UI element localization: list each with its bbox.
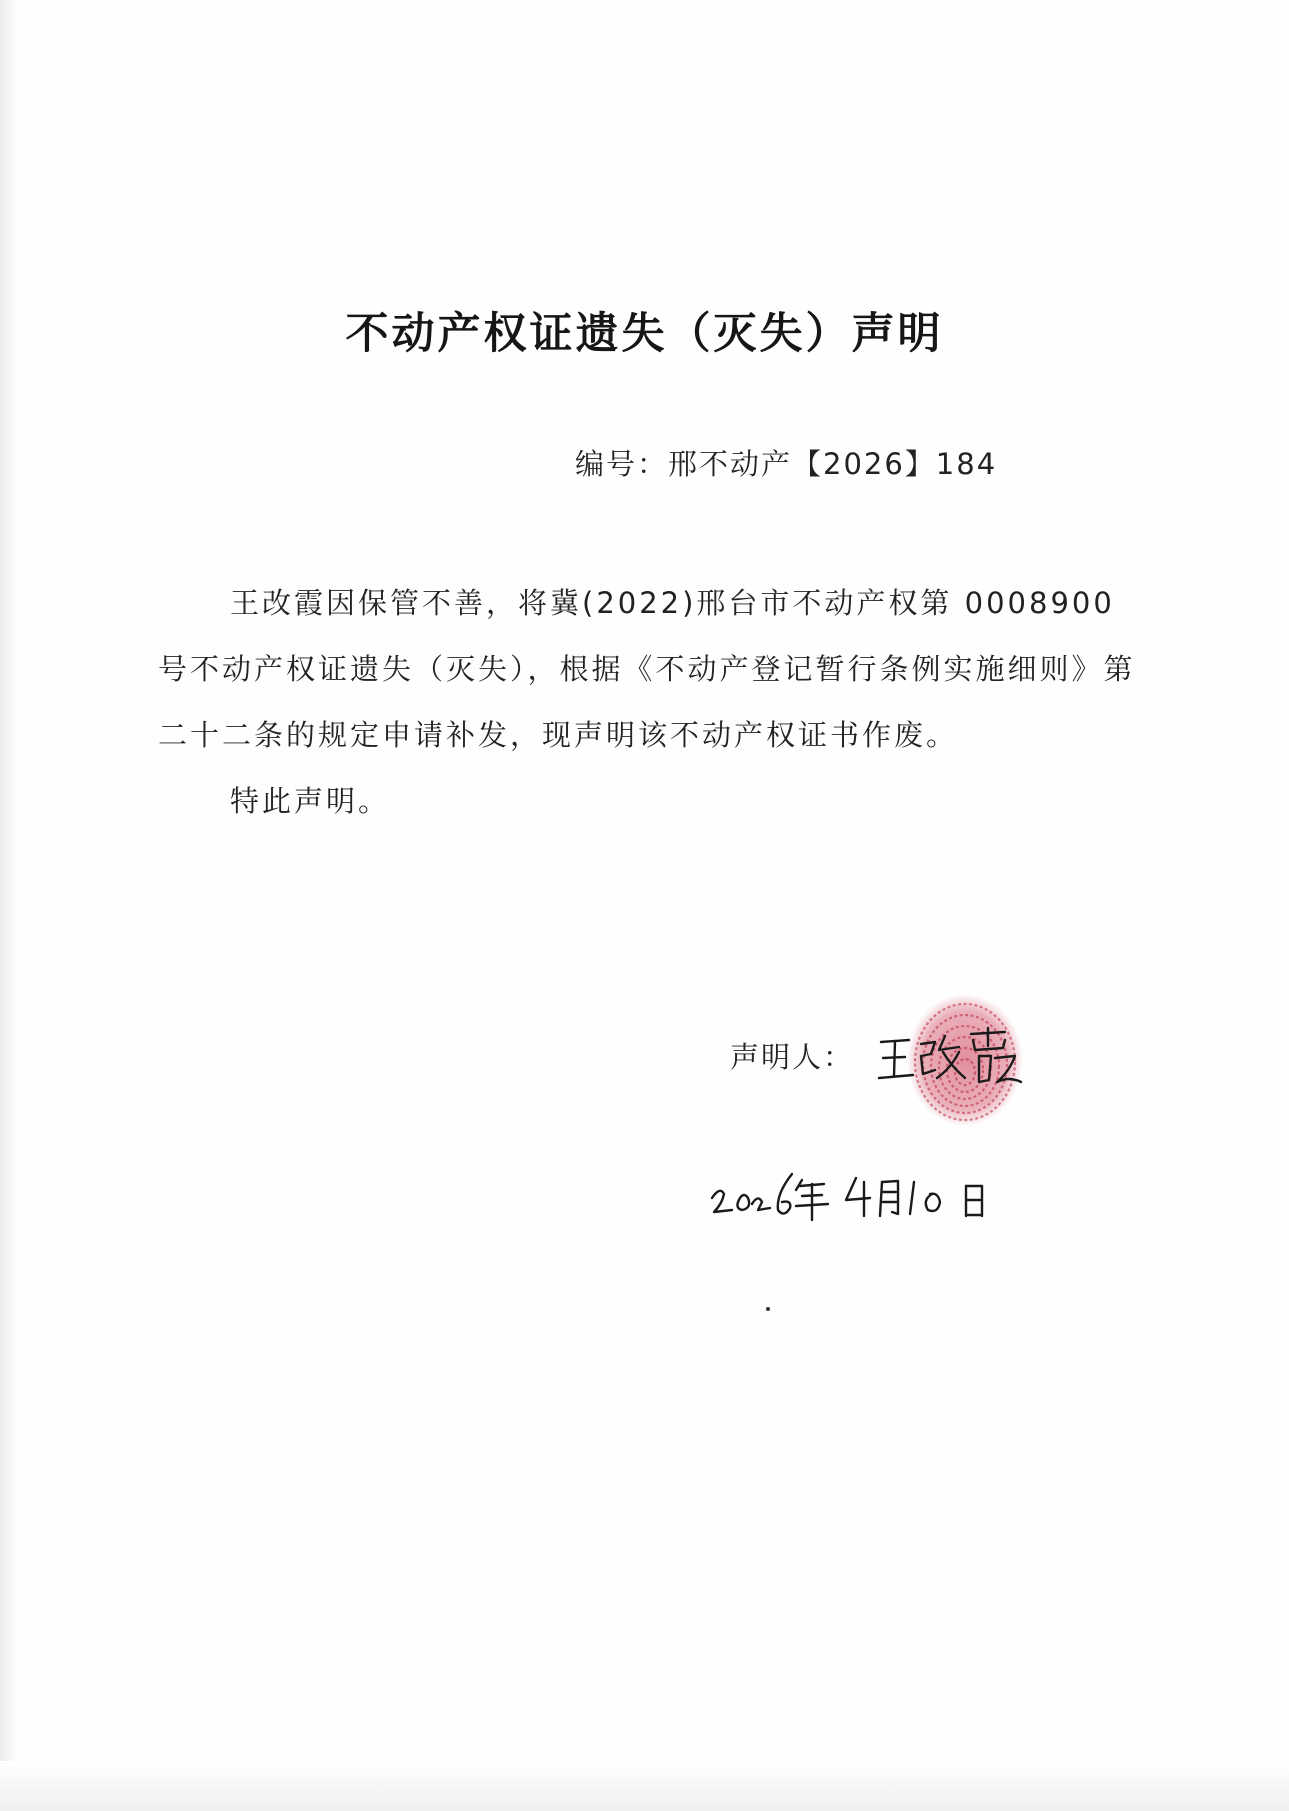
scan-speck	[766, 1307, 770, 1311]
closing-statement: 特此声明。	[230, 784, 391, 818]
signer-label: 声明人：	[730, 1040, 855, 1074]
scan-edge-left	[0, 0, 14, 1811]
document-title: 不动产权证遗失（灭失）声明	[345, 309, 944, 359]
declaration-body	[158, 570, 1138, 834]
handwritten-signature	[875, 1020, 1025, 1100]
scan-edge-bottom	[0, 1761, 1289, 1811]
document-number: 编号：邢不动产【2026】184	[575, 447, 998, 481]
declaration-paragraph: 王改霞因保管不善，将冀(2022)邢台市不动产权第 0008900 号不动产权证遗失（灭失），根据《不动产登记暂行条例实施细则》第二十二条的规定申请补发，现声明该不动产权证书作废。	[158, 586, 1136, 752]
handwritten-date	[700, 1160, 1040, 1230]
